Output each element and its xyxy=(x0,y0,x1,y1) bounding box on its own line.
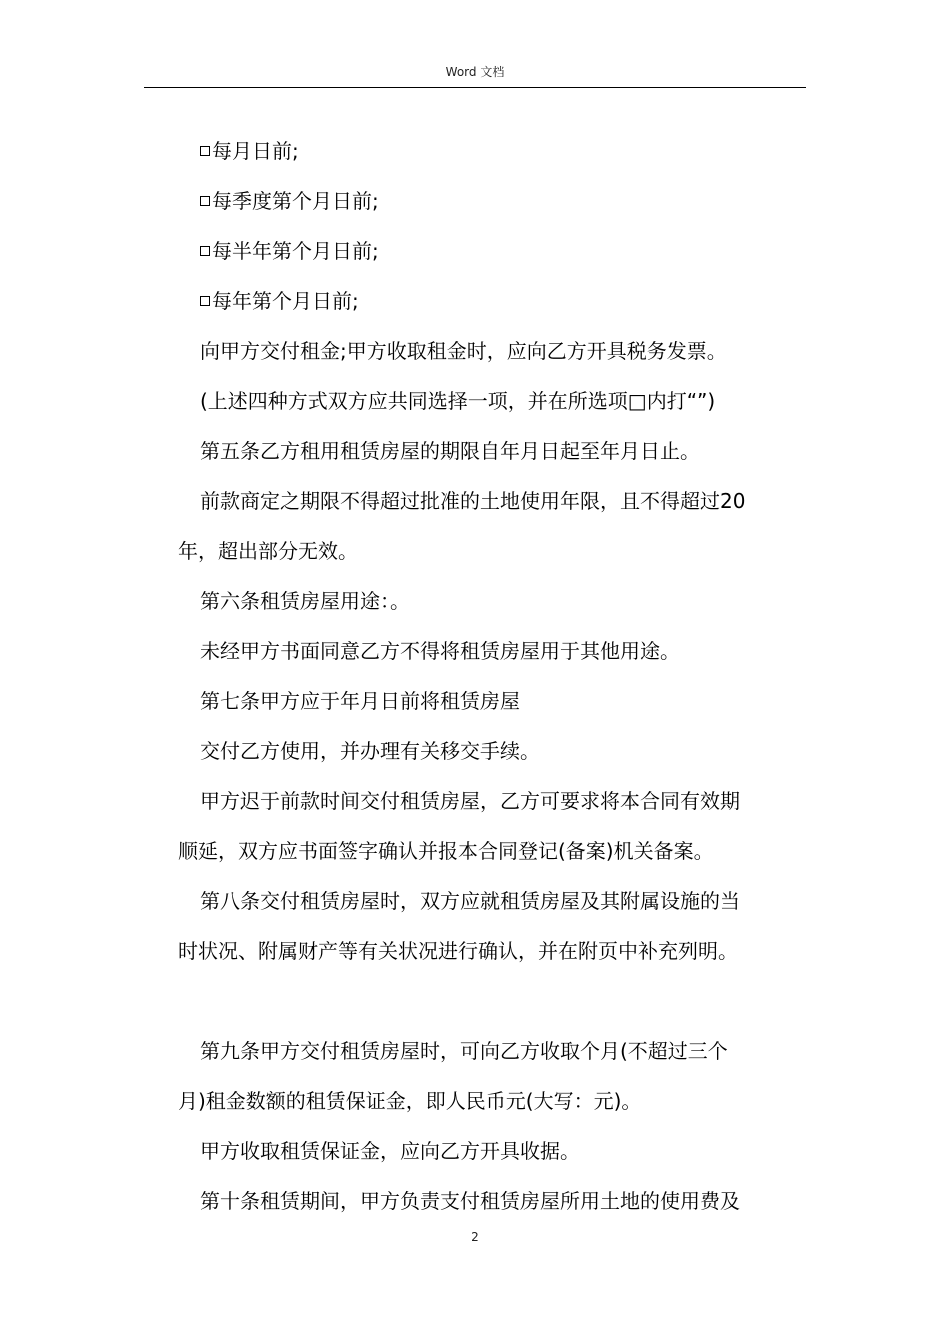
paragraph: 甲方迟于前款时间交付租赁房屋，乙方可要求将本合同有效期 xyxy=(200,789,740,813)
paragraph-continued: 时状况、附属财产等有关状况进行确认，并在附页中补充列明。 xyxy=(178,939,738,963)
article-9: 第九条甲方交付租赁房屋时，可向乙方收取个月(不超过三个 xyxy=(200,1039,728,1063)
article-10: 第十条租赁期间，甲方负责支付租赁房屋所用土地的使用费及 xyxy=(200,1189,740,1213)
page-number: 2 xyxy=(471,1230,479,1244)
document-body xyxy=(178,126,808,1226)
option-monthly xyxy=(178,126,808,176)
article-8: 第八条交付租赁房屋时，双方应就租赁房屋及其附属设施的当 xyxy=(200,889,740,913)
option-yearly xyxy=(178,276,808,326)
paragraph: 向甲方交付租金;甲方收取租金时，应向乙方开具税务发票。 xyxy=(200,339,727,363)
header-divider xyxy=(144,87,806,88)
paragraph-continued: 月)租金数额的租赁保证金，即人民币元(大写：元)。 xyxy=(178,1089,642,1113)
option-monthly-text: 每月日前; xyxy=(212,139,299,163)
checkbox-icon[interactable] xyxy=(200,296,210,306)
paragraph: 交付乙方使用，并办理有关移交手续。 xyxy=(200,739,540,763)
article-7: 第七条甲方应于年月日前将租赁房屋 xyxy=(200,689,520,713)
checkbox-icon[interactable] xyxy=(200,246,210,256)
paragraph: 未经甲方书面同意乙方不得将租赁房屋用于其他用途。 xyxy=(200,639,680,663)
checkbox-icon[interactable] xyxy=(200,196,210,206)
option-yearly-text: 每年第个月日前; xyxy=(212,289,359,313)
paragraph-continued: 顺延，双方应书面签字确认并报本合同登记(备案)机关备案。 xyxy=(178,839,714,863)
paragraph-continued: 年，超出部分无效。 xyxy=(178,539,358,563)
paragraph: 甲方收取租赁保证金，应向乙方开具收据。 xyxy=(200,1139,580,1163)
option-half-year-text: 每半年第个月日前; xyxy=(212,239,379,263)
option-half-year xyxy=(178,226,808,276)
blank-line xyxy=(178,976,808,1026)
article-6: 第六条租赁房屋用途：。 xyxy=(200,589,410,613)
option-quarterly-text: 每季度第个月日前; xyxy=(212,189,379,213)
paragraph: 前款商定之期限不得超过批准的土地使用年限，且不得超过20 xyxy=(200,489,746,513)
option-quarterly xyxy=(178,176,808,226)
article-5: 第五条乙方租用租赁房屋的期限自年月日起至年月日止。 xyxy=(200,439,700,463)
paragraph: (上述四种方式双方应共同选择一项，并在所选项□内打“”) xyxy=(200,389,716,413)
page-header: Word 文档 xyxy=(445,65,505,79)
checkbox-icon[interactable] xyxy=(200,146,210,156)
